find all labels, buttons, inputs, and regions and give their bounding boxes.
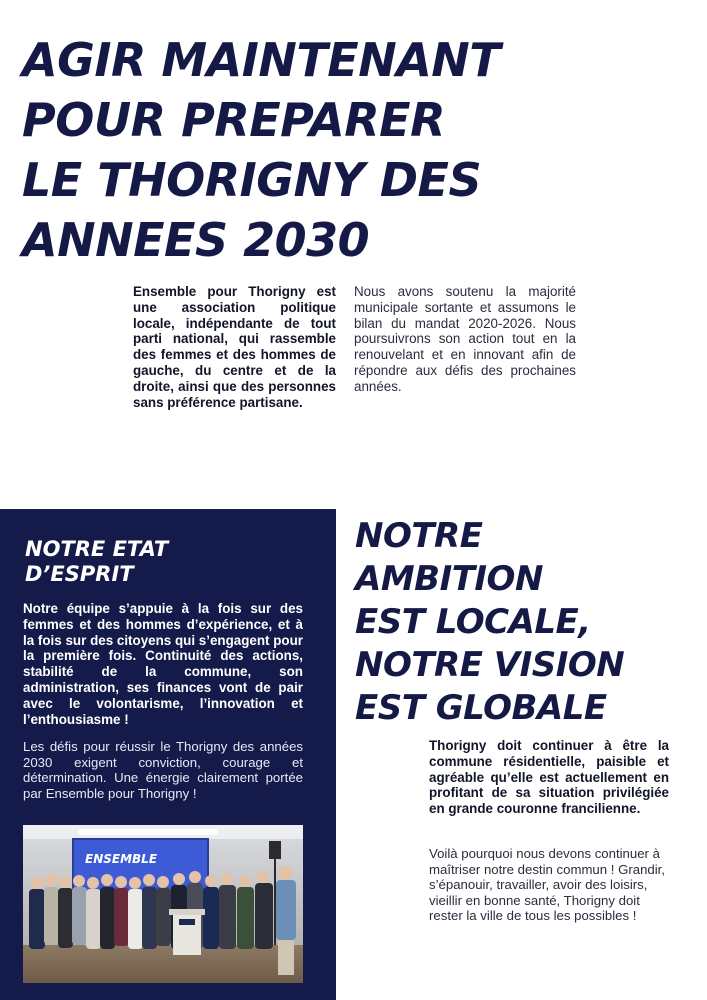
intro-association-text: Ensemble pour Thorigny est une association politique locale, indépendante de tout parti national, qui rassemble des femmes et des hommes de gauche, du centre et de la droite, ainsi que des personnes sans préférence partisane. — [133, 284, 336, 410]
etat-esprit-text: Les défis pour réussir le Thorigny des années 2030 exigent conviction, courage et détermination. Une énergie clairement portée par Ensemble pour Thorigny ! — [23, 739, 303, 801]
headline-line: AGIR MAINTENANT — [22, 33, 501, 87]
ambition-title-line: AMBITION — [355, 559, 543, 599]
ambition-title — [355, 515, 700, 730]
projection-screen-text: ENSEMBLE — [85, 852, 158, 866]
etat-esprit-panel — [0, 509, 336, 1000]
headline-line: LE THORIGNY DES — [22, 153, 482, 207]
ambition-title-line: NOTRE — [355, 516, 483, 556]
headline-line: POUR PREPARER — [22, 93, 446, 147]
ambition-title-line: NOTRE VISION — [355, 645, 625, 685]
ambition-bold-text: Thorigny doit continuer à être la commune résidentielle, paisible et agréable qu’elle est actuellement en profitant de sa situation privilégiée en grande couronne francilienne. — [429, 738, 669, 817]
team-group-photo — [23, 825, 303, 983]
intro-mandate-text: Nous avons soutenu la majorité municipale sortante et assumons le bilan du mandat 2020-2026. Nous poursuivrons son action tout en la renouvelant et en innovant afin de répondre aux défis des prochaines années. — [354, 284, 576, 394]
ambition-title-line: EST LOCALE, — [355, 602, 591, 642]
ambition-text: Voilà pourquoi nous devons continuer à maîtriser notre destin commun ! Grandir, s’épanouir, travailler, avoir des loisirs, vieillir en bonne santé, Thorigny doit rester la ville de tous les possibles ! — [429, 846, 665, 924]
etat-title-line: NOTRE ETAT — [25, 537, 169, 561]
main-headline — [22, 30, 692, 270]
etat-esprit-title — [25, 537, 168, 587]
etat-esprit-bold-text: Notre équipe s’appuie à la fois sur des femmes et des hommes d’expérience, et à la fois sur des citoyens qui s’engagent pour la première fois. Continuité des actions, stabilité de la commune, son administration, ses finances vont de pair avec le volontarisme, l’innovation et l’enthousiasme ! — [23, 601, 303, 727]
ambition-title-line: EST GLOBALE — [355, 688, 607, 728]
etat-title-line: D’ESPRIT — [25, 562, 134, 586]
headline-line: ANNEES 2030 — [22, 213, 370, 267]
